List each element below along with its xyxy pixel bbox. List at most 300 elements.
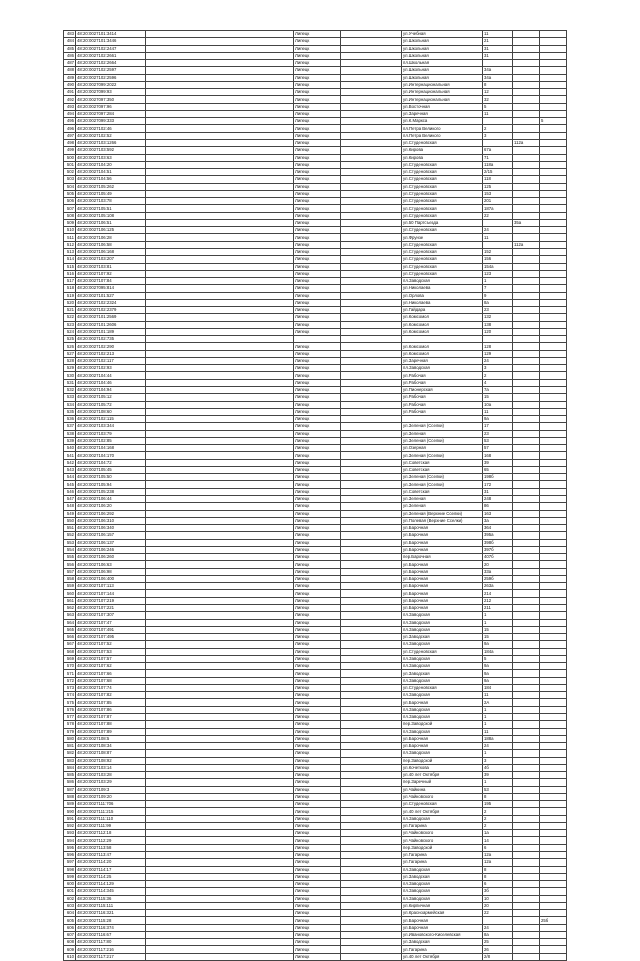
- district-cell: [341, 793, 402, 800]
- building-number-cell: [513, 655, 540, 662]
- street-cell: ул.Комсомол: [402, 314, 483, 321]
- apartment-number-cell: [540, 750, 567, 757]
- row-number-cell: 555: [64, 554, 76, 561]
- district-cell: [341, 924, 402, 931]
- apartment-number-cell: [540, 634, 567, 641]
- street-cell: пл.Заводская: [402, 750, 483, 757]
- apartment-number-cell: [540, 670, 567, 677]
- object-name-cell: [146, 859, 294, 866]
- district-cell: [341, 336, 402, 343]
- table-row: [64, 684, 567, 691]
- table-row: [64, 234, 567, 241]
- table-row: [64, 219, 567, 226]
- building-number-cell: [513, 641, 540, 648]
- district-cell: [341, 248, 402, 255]
- apartment-number-cell: [540, 808, 567, 815]
- apartment-number-cell: [540, 423, 567, 430]
- house-number-cell: 11: [483, 110, 513, 117]
- district-cell: [341, 423, 402, 430]
- object-name-cell: [146, 648, 294, 655]
- row-number-cell: 535: [64, 408, 76, 415]
- building-number-cell: [513, 634, 540, 641]
- apartment-number-cell: [540, 648, 567, 655]
- locality-cell: Липецк: [294, 292, 341, 299]
- object-name-cell: [146, 655, 294, 662]
- building-number-cell: [513, 815, 540, 822]
- district-cell: [341, 38, 402, 45]
- street-cell: ул.Гайдара: [402, 307, 483, 314]
- district-cell: [341, 902, 402, 909]
- house-number-cell: 118а: [483, 161, 513, 168]
- table-row: [64, 256, 567, 263]
- house-number-cell: 24: [483, 227, 513, 234]
- building-number-cell: [513, 568, 540, 575]
- cadastral-number-cell: 48:20:0027103:63: [76, 154, 146, 161]
- street-cell: ул.Заводская: [402, 939, 483, 946]
- table-row: [64, 183, 567, 190]
- building-number-cell: [513, 488, 540, 495]
- street-cell: ул.Чайковского: [402, 837, 483, 844]
- locality-cell: Липецк: [294, 626, 341, 633]
- row-number-cell: 527: [64, 350, 76, 357]
- table-row: [64, 568, 567, 575]
- cadastral-number-cell: 48:20:0027102:46: [76, 125, 146, 132]
- table-row: [64, 445, 567, 452]
- apartment-number-cell: [540, 270, 567, 277]
- row-number-cell: 601: [64, 888, 76, 895]
- table-row: [64, 241, 567, 248]
- row-number-cell: 590: [64, 808, 76, 815]
- table-row: [64, 154, 567, 161]
- building-number-cell: [513, 96, 540, 103]
- object-name-cell: [146, 881, 294, 888]
- cadastral-number-cell: 48:20:0027105:72: [76, 401, 146, 408]
- building-number-cell: [513, 503, 540, 510]
- table-row: [64, 910, 567, 917]
- house-number-cell: 188а: [483, 735, 513, 742]
- locality-cell: Липецк: [294, 706, 341, 713]
- object-name-cell: [146, 96, 294, 103]
- object-name-cell: [146, 423, 294, 430]
- object-name-cell: [146, 263, 294, 270]
- apartment-number-cell: [540, 357, 567, 364]
- row-number-cell: 583: [64, 757, 76, 764]
- table-row: [64, 786, 567, 793]
- object-name-cell: [146, 808, 294, 815]
- building-number-cell: [513, 721, 540, 728]
- building-number-cell: [513, 74, 540, 81]
- row-number-cell: 596: [64, 852, 76, 859]
- street-cell: ул.Красноармейская: [402, 910, 483, 917]
- table-row: [64, 561, 567, 568]
- street-cell: пер.Заводской: [402, 721, 483, 728]
- object-name-cell: [146, 873, 294, 880]
- house-number-cell: 1: [483, 721, 513, 728]
- building-number-cell: [513, 60, 540, 67]
- cadastral-number-cell: 48:20:0027114:17: [76, 866, 146, 873]
- locality-cell: Липецк: [294, 466, 341, 473]
- object-name-cell: [146, 147, 294, 154]
- cadastral-number-cell: 48:20:0027106:292: [76, 510, 146, 517]
- apartment-number-cell: [540, 365, 567, 372]
- object-name-cell: [146, 365, 294, 372]
- locality-cell: Липецк: [294, 837, 341, 844]
- cadastral-number-cell: 48:20:0027103:81: [76, 263, 146, 270]
- street-cell: пл.Петра Великого: [402, 132, 483, 139]
- district-cell: [341, 604, 402, 611]
- cadastral-number-cell: 48:20:0027107:88: [76, 721, 146, 728]
- building-number-cell: [513, 496, 540, 503]
- row-number-cell: 541: [64, 452, 76, 459]
- object-name-cell: [146, 728, 294, 735]
- building-number-cell: [513, 379, 540, 386]
- object-name-cell: [146, 735, 294, 742]
- cadastral-number-cell: 48:20:0027107:491: [76, 626, 146, 633]
- district-cell: [341, 452, 402, 459]
- locality-cell: Липецк: [294, 924, 341, 931]
- object-name-cell: [146, 539, 294, 546]
- object-name-cell: [146, 837, 294, 844]
- cadastral-number-cell: 48:20:0027112:18: [76, 830, 146, 837]
- table-row: [64, 161, 567, 168]
- table-row: [64, 939, 567, 946]
- apartment-number-cell: [540, 655, 567, 662]
- object-name-cell: [146, 307, 294, 314]
- building-number-cell: [513, 357, 540, 364]
- street-cell: пл.Школьная: [402, 60, 483, 67]
- district-cell: [341, 474, 402, 481]
- cadastral-number-cell: 48:20:0027105:49: [76, 190, 146, 197]
- apartment-number-cell: [540, 278, 567, 285]
- locality-cell: [294, 336, 341, 343]
- district-cell: [341, 31, 402, 38]
- locality-cell: Липецк: [294, 81, 341, 88]
- building-number-cell: [513, 532, 540, 539]
- object-name-cell: [146, 481, 294, 488]
- house-number-cell: 20: [483, 902, 513, 909]
- street-cell: пл.Заводская: [402, 619, 483, 626]
- table-row: [64, 423, 567, 430]
- locality-cell: Липецк: [294, 198, 341, 205]
- object-name-cell: [146, 626, 294, 633]
- building-number-cell: [513, 38, 540, 45]
- row-number-cell: 595: [64, 844, 76, 851]
- district-cell: [341, 721, 402, 728]
- apartment-number-cell: [540, 830, 567, 837]
- object-name-cell: [146, 212, 294, 219]
- apartment-number-cell: [540, 190, 567, 197]
- locality-cell: Липецк: [294, 103, 341, 110]
- locality-cell: Липецк: [294, 750, 341, 757]
- house-number-cell: 8а: [483, 299, 513, 306]
- building-number-cell: [513, 663, 540, 670]
- object-name-cell: [146, 554, 294, 561]
- cadastral-number-cell: 48:20:0027105:12: [76, 394, 146, 401]
- row-number-cell: 552: [64, 532, 76, 539]
- cadastral-number-cell: 48:20:0027108:92: [76, 757, 146, 764]
- district-cell: [341, 52, 402, 59]
- apartment-number-cell: [540, 641, 567, 648]
- cadastral-number-cell: 48:20:0027103:1266: [76, 139, 146, 146]
- house-number-cell: 195: [483, 801, 513, 808]
- cadastral-number-cell: 48:20:0027107:53: [76, 648, 146, 655]
- object-name-cell: [146, 219, 294, 226]
- cadastral-number-cell: 48:20:0027097:96: [76, 103, 146, 110]
- object-name-cell: [146, 190, 294, 197]
- house-number-cell: 154а: [483, 263, 513, 270]
- house-number-cell: 2: [483, 808, 513, 815]
- object-name-cell: [146, 488, 294, 495]
- building-number-cell: [513, 699, 540, 706]
- district-cell: [341, 445, 402, 452]
- row-number-cell: 488: [64, 67, 76, 74]
- house-number-cell: 53: [483, 786, 513, 793]
- apartment-number-cell: [540, 387, 567, 394]
- district-cell: [341, 408, 402, 415]
- district-cell: [341, 270, 402, 277]
- apartment-number-cell: [540, 212, 567, 219]
- table-row: [64, 496, 567, 503]
- apartment-number-cell: [540, 67, 567, 74]
- row-number-cell: 524: [64, 328, 76, 335]
- apartment-number-cell: [540, 895, 567, 902]
- object-name-cell: [146, 60, 294, 67]
- locality-cell: Липецк: [294, 670, 341, 677]
- object-name-cell: [146, 52, 294, 59]
- locality-cell: Липецк: [294, 764, 341, 771]
- house-number-cell: 32: [483, 96, 513, 103]
- apartment-number-cell: [540, 692, 567, 699]
- object-name-cell: [146, 387, 294, 394]
- object-name-cell: [146, 772, 294, 779]
- building-number-cell: [513, 684, 540, 691]
- street-cell: ул.40 лет Октября: [402, 772, 483, 779]
- table-row: [64, 583, 567, 590]
- district-cell: [341, 561, 402, 568]
- street-cell: ул.Студеновская: [402, 198, 483, 205]
- cadastral-number-cell: 48:20:0027111:99: [76, 822, 146, 829]
- district-cell: [341, 321, 402, 328]
- house-number-cell: 24: [483, 743, 513, 750]
- building-number-cell: [513, 89, 540, 96]
- row-number-cell: 518: [64, 285, 76, 292]
- apartment-number-cell: [540, 292, 567, 299]
- apartment-number-cell: [540, 350, 567, 357]
- table-row: [64, 844, 567, 851]
- locality-cell: Липецк: [294, 568, 341, 575]
- cadastral-number-cell: 48:20:0027107:68: [76, 677, 146, 684]
- object-name-cell: [146, 663, 294, 670]
- district-cell: [341, 590, 402, 597]
- cadastral-number-cell: 48:20:0027106:157: [76, 532, 146, 539]
- object-name-cell: [146, 452, 294, 459]
- building-number-cell: [513, 619, 540, 626]
- row-number-cell: 520: [64, 299, 76, 306]
- table-row: [64, 677, 567, 684]
- house-number-cell: 397б: [483, 546, 513, 553]
- apartment-number-cell: [540, 154, 567, 161]
- table-row: [64, 321, 567, 328]
- house-number-cell: 1: [483, 706, 513, 713]
- apartment-number-cell: [540, 510, 567, 517]
- building-number-cell: [513, 31, 540, 38]
- apartment-number-cell: [540, 81, 567, 88]
- table-row: [64, 881, 567, 888]
- apartment-number-cell: [540, 786, 567, 793]
- object-name-cell: [146, 713, 294, 720]
- table-row: [64, 227, 567, 234]
- object-name-cell: [146, 931, 294, 938]
- table-row: [64, 147, 567, 154]
- table-row: [64, 612, 567, 619]
- locality-cell: Липецк: [294, 721, 341, 728]
- row-number-cell: 495: [64, 118, 76, 125]
- house-number-cell: 152: [483, 248, 513, 255]
- row-number-cell: 528: [64, 357, 76, 364]
- object-name-cell: [146, 350, 294, 357]
- cadastral-number-cell: 48:20:0027102:735: [76, 336, 146, 343]
- house-number-cell: 198б: [483, 474, 513, 481]
- row-number-cell: 516: [64, 270, 76, 277]
- apartment-number-cell: [540, 881, 567, 888]
- cadastral-number-cell: 48:20:0027107:85: [76, 699, 146, 706]
- table-row: [64, 278, 567, 285]
- building-number-cell: [513, 735, 540, 742]
- apartment-number-cell: [540, 822, 567, 829]
- row-number-cell: 602: [64, 895, 76, 902]
- district-cell: [341, 416, 402, 423]
- street-cell: ул.Рабочая: [402, 372, 483, 379]
- table-row: [64, 314, 567, 321]
- object-name-cell: [146, 779, 294, 786]
- building-number-cell: [513, 728, 540, 735]
- object-name-cell: [146, 336, 294, 343]
- table-row: [64, 452, 567, 459]
- building-number-cell: [513, 321, 540, 328]
- table-row: [64, 190, 567, 197]
- locality-cell: Липецк: [294, 430, 341, 437]
- building-number-cell: [513, 394, 540, 401]
- street-cell: пл.Заводская: [402, 728, 483, 735]
- house-number-cell: 6: [483, 881, 513, 888]
- house-number-cell: 14: [483, 837, 513, 844]
- locality-cell: Липецк: [294, 423, 341, 430]
- street-cell: ул.Студеновская: [402, 241, 483, 248]
- row-number-cell: 494: [64, 110, 76, 117]
- row-number-cell: 603: [64, 902, 76, 909]
- cadastral-number-cell: 48:20:0027107:219: [76, 597, 146, 604]
- district-cell: [341, 873, 402, 880]
- district-cell: [341, 357, 402, 364]
- cadastral-number-cell: 48:20:0027103:79: [76, 430, 146, 437]
- cadastral-number-cell: 48:20:0027104:46: [76, 379, 146, 386]
- district-cell: [341, 430, 402, 437]
- house-number-cell: 39: [483, 459, 513, 466]
- apartment-number-cell: [540, 743, 567, 750]
- table-row: [64, 539, 567, 546]
- apartment-number-cell: [540, 488, 567, 495]
- cadastral-number-cell: 48:20:0027106:168: [76, 248, 146, 255]
- object-name-cell: [146, 634, 294, 641]
- locality-cell: Липецк: [294, 227, 341, 234]
- table-row: [64, 176, 567, 183]
- building-number-cell: [513, 953, 540, 960]
- house-number-cell: 11: [483, 692, 513, 699]
- building-number-cell: [513, 793, 540, 800]
- apartment-number-cell: [540, 612, 567, 619]
- house-number-cell: [483, 917, 513, 924]
- house-number-cell: [483, 139, 513, 146]
- locality-cell: Липецк: [294, 190, 341, 197]
- street-cell: ул.Фрунзе: [402, 234, 483, 241]
- locality-cell: Липецк: [294, 917, 341, 924]
- table-row: [64, 946, 567, 953]
- cadastral-number-cell: 48:20:0027111:215: [76, 808, 146, 815]
- district-cell: [341, 60, 402, 67]
- cadastral-number-cell: 48:20:0027105:108: [76, 212, 146, 219]
- locality-cell: Липецк: [294, 786, 341, 793]
- house-number-cell: 22: [483, 910, 513, 917]
- row-number-cell: 529: [64, 365, 76, 372]
- row-number-cell: 484: [64, 38, 76, 45]
- district-cell: [341, 852, 402, 859]
- object-name-cell: [146, 139, 294, 146]
- district-cell: [341, 147, 402, 154]
- street-cell: ул.Барочная: [402, 568, 483, 575]
- building-number-cell: 112а: [513, 139, 540, 146]
- street-cell: ул.Гагарина: [402, 852, 483, 859]
- street-cell: ул.Полевая (Верхние Сселки): [402, 517, 483, 524]
- object-name-cell: [146, 612, 294, 619]
- locality-cell: Липецк: [294, 844, 341, 851]
- row-number-cell: 575: [64, 699, 76, 706]
- cadastral-number-cell: 48:20:0027104:51: [76, 169, 146, 176]
- cadastral-number-cell: 48:20:0027103:592: [76, 147, 146, 154]
- building-number-cell: [513, 52, 540, 59]
- object-name-cell: [146, 721, 294, 728]
- locality-cell: Липецк: [294, 256, 341, 263]
- row-number-cell: 540: [64, 445, 76, 452]
- house-number-cell: 132: [483, 314, 513, 321]
- row-number-cell: 554: [64, 546, 76, 553]
- row-number-cell: 519: [64, 292, 76, 299]
- row-number-cell: 499: [64, 147, 76, 154]
- object-name-cell: [146, 132, 294, 139]
- apartment-number-cell: [540, 343, 567, 350]
- table-row: [64, 387, 567, 394]
- table-row: [64, 52, 567, 59]
- table-row: [64, 750, 567, 757]
- table-row: [64, 721, 567, 728]
- building-number-cell: [513, 481, 540, 488]
- table-row: [64, 699, 567, 706]
- cadastral-number-cell: 48:20:0027106:98: [76, 568, 146, 575]
- building-number-cell: [513, 372, 540, 379]
- object-name-cell: [146, 517, 294, 524]
- object-name-cell: [146, 793, 294, 800]
- object-name-cell: [146, 256, 294, 263]
- object-name-cell: [146, 902, 294, 909]
- house-number-cell: 3: [483, 757, 513, 764]
- street-cell: пл.Петра Великого: [402, 125, 483, 132]
- locality-cell: Липецк: [294, 248, 341, 255]
- table-row: [64, 590, 567, 597]
- street-cell: пл.Заводская: [402, 888, 483, 895]
- row-number-cell: 597: [64, 859, 76, 866]
- locality-cell: Липецк: [294, 176, 341, 183]
- building-number-cell: [513, 350, 540, 357]
- table-row: [64, 902, 567, 909]
